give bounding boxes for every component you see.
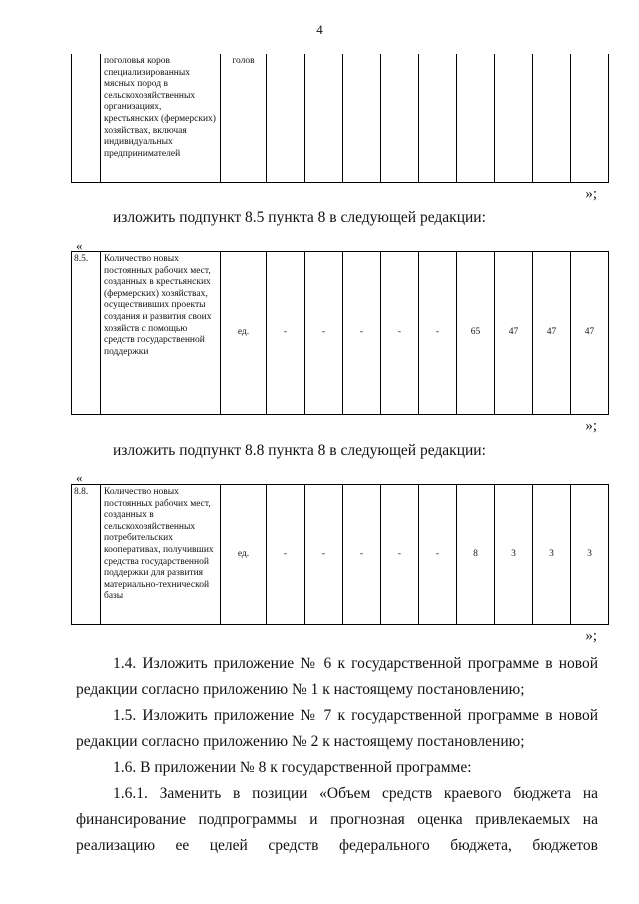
value-cell [419,54,457,182]
opening-quote: « [76,238,83,253]
value-cell: 8 [457,485,495,625]
row-number-cell [72,54,101,182]
value-cell: - [419,252,457,415]
value-cell [305,54,343,182]
value-cell: - [305,485,343,625]
value-cell [381,54,419,182]
unit-cell: ед. [221,485,267,625]
value-cell: - [343,252,381,415]
value-cell: - [381,485,419,625]
paragraph-1-6: 1.6. В приложении № 8 к государственной программе: [113,759,472,776]
value-cell: - [267,252,305,415]
value-cell: - [419,485,457,625]
value-cell [495,54,533,182]
table-row [72,54,609,182]
value-cell: - [305,252,343,415]
value-cell: 3 [533,485,571,625]
row-number-cell: 8.8. [72,485,101,625]
instruction-8-5: изложить подпункт 8.5 пункта 8 в следующей редакции: [113,209,486,226]
value-cell: 47 [495,252,533,415]
closing-quote: »; [585,628,597,644]
value-cell [533,54,571,182]
unit-cell: ед. [221,252,267,415]
value-cell [457,54,495,182]
closing-quote: »; [585,186,597,202]
paragraph-1-6-1: 1.6.1. Заменить в позиции «Объем средств краевого бюджета на финансирование подпрограммы и прогнозная оценка привлекаемых на реализацию ее целей средств федерального бюджета, бюджетов [76,785,598,854]
indicator-description: поголовья коров специализированных мясных пород в сельскохозяйственных организациях, крестьянских (фермерских) хозяйствах, включая индивидуальных предпринимателей [101,54,221,182]
closing-quote: »; [585,418,597,434]
indicator-table-8-5 [71,251,609,415]
unit-cell: голов [221,54,267,182]
indicator-table-continued [71,54,609,183]
value-cell: 47 [533,252,571,415]
instruction-8-8: изложить подпункт 8.8 пункта 8 в следующей редакции: [113,442,486,459]
paragraph-1-4: 1.4. Изложить приложение № 6 к государственной программе в новой редакции согласно приложению № 1 к настоящему постановлению; [76,655,598,698]
page-number: 4 [316,22,323,37]
value-cell: - [343,485,381,625]
indicator-table-8-8 [71,484,609,625]
value-cell [571,54,609,182]
table-row [72,485,609,625]
indicator-description: Количество новых постоянных рабочих мест, созданных в сельскохозяйственных потребительских кооперативах, получивших средства государственной поддержки для развития материально-технической базы [101,485,221,625]
opening-quote: « [76,470,83,485]
row-number-cell: 8.5. [72,252,101,415]
table-row [72,252,609,415]
value-cell [343,54,381,182]
value-cell: - [267,485,305,625]
paragraph-1-5: 1.5. Изложить приложение № 7 к государственной программе в новой редакции согласно приложению № 2 к настоящему постановлению; [76,707,598,750]
value-cell: 47 [571,252,609,415]
value-cell: 65 [457,252,495,415]
value-cell [267,54,305,182]
indicator-description: Количество новых постоянных рабочих мест, созданных в крестьянских (фермерских) хозяйствах, осуществивших проекты создания и развития своих хозяйств с помощью средств государственной поддержки [101,252,221,415]
value-cell: 3 [495,485,533,625]
value-cell: 3 [571,485,609,625]
value-cell: - [381,252,419,415]
